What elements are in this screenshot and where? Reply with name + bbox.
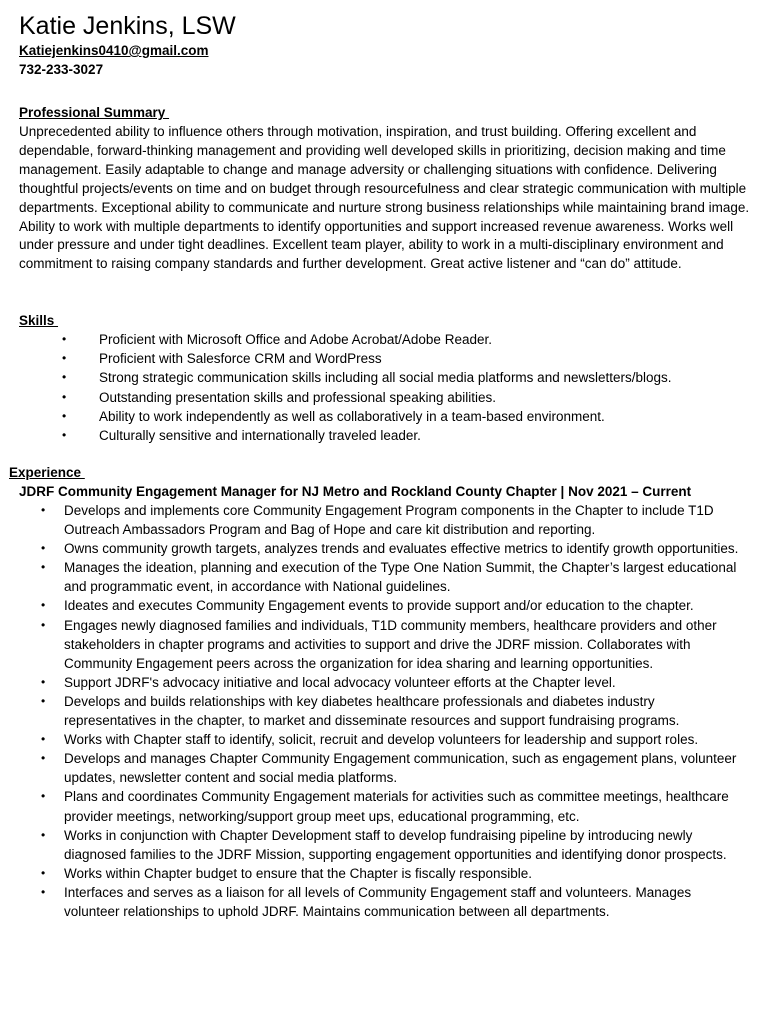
skill-text: Proficient with Salesforce CRM and WordPress [99,351,382,367]
list-item [19,539,749,558]
candidate-name: Katie Jenkins, LSW [19,12,236,40]
bullet-icon: • [41,541,46,556]
summary-text: Unprecedented ability to influence others through motivation, inspiration, and trust building. Offering excellent and dependable, forward-thinking management and providing well developed skills in prioritizing, decision making and time management. Easily adaptable to change and manage adversity or challenging situations with confidence. Delivering thoughtful projects/events on time and on budget through resourcefulness and clear strategic communication with multiple departments. Exceptional ability to communicate and nurture strong business relationships while maintaining brand image. Ability to work with multiple departments to identify opportunities and support increased revenue awareness. Works well under pressure and under tight deadlines. Excellent team player, ability to work in a multi-disciplinary environment and commitment to raising company standards and further development. Great active listener and “can do” attitude. [19,124,750,272]
bullet-icon: • [41,827,46,842]
bullet-icon: • [41,674,46,689]
list-item [19,787,749,825]
bullet-icon: • [41,751,46,766]
skills-list [19,330,739,445]
list-item [19,616,749,673]
list-item [19,883,749,921]
bullet-icon: • [62,332,67,346]
bullet-icon: • [62,351,67,366]
list-item [19,730,749,749]
list-item [19,826,749,864]
skills-heading: Skills [19,313,59,328]
bullet-icon: • [62,408,67,423]
list-item [19,692,749,730]
skill-text: Culturally sensitive and internationally traveled leader. [99,428,421,444]
bullet-icon: • [41,503,46,517]
skill-text: Proficient with Microsoft Office and Adobe Acrobat/Adobe Reader. [99,332,492,347]
duty-text: Ideates and executes Community Engagement events to provide support and/or education to the chapter. [64,598,694,614]
duty-text: Develops and builds relationships with key diabetes healthcare professionals and diabetes industry representatives in the chapter, to market and disseminate resources and support fundraising programs. [64,693,680,729]
bullet-icon: • [62,370,67,385]
duty-text: Manages the ideation, planning and execution of the Type One Nation Summit, the Chapter’s largest educational and programmatic event, in accordance with National guidelines. [64,560,737,595]
skill-text: Outstanding presentation skills and professional speaking abilities. [99,389,496,405]
duty-text: Engages newly diagnosed families and individuals, T1D community members, healthcare providers and other stakeholders in chapter programs and activities to support and drive the JDRF mission. Collaborates with Community Engagement peers across the organization for idea sharing and learning opportunities. [64,617,717,671]
skill-text: Strong strategic communication skills including all social media platforms and newsletters/blogs. [99,370,672,386]
list-item [19,426,739,445]
list-item [19,349,739,368]
bullet-icon: • [41,732,46,747]
duty-text: Owns community growth targets, analyzes trends and evaluates effective metrics to identify growth opportunities. [64,541,739,557]
email-address[interactable]: Katiejenkins0410@gmail.com [19,43,209,58]
duty-text: Plans and coordinates Community Engagement materials for activities such as committee meetings, healthcare provider meetings, networking/support group meet ups, educational programming, etc. [64,789,729,824]
duty-text: Interfaces and serves as a liaison for all levels of Community Engagement staff and volunteers. Manages volunteer relationships to uphold JDRF. Maintains communication between all departments. [64,884,692,919]
list-item [19,407,739,426]
list-item [19,596,749,615]
list-item [19,368,739,387]
job-title: JDRF Community Engagement Manager for NJ Metro and Rockland County Chapter | Nov 2021 – Current [19,484,692,499]
bullet-icon: • [62,428,67,443]
duty-text: Develops and manages Chapter Community Engagement communication, such as engagement plans, volunteer updates, newsletter content and social media platforms. [64,751,737,786]
bullet-icon: • [41,865,46,880]
summary-heading: Professional Summary [19,105,170,120]
list-item [19,388,739,407]
bullet-icon: • [41,884,46,899]
bullet-icon: • [41,598,46,613]
duty-text: Support JDRF's advocacy initiative and local advocacy volunteer efforts at the Chapter level. [64,674,616,690]
bullet-icon: • [41,617,46,632]
bullet-icon: • [41,693,46,708]
duty-text: Works in conjunction with Chapter Development staff to develop fundraising pipeline by introducing newly diagnosed families to the JDRF Mission, supporting engagement opportunities and identifying donor prospects. [64,827,727,862]
bullet-icon: • [62,389,67,404]
experience-heading: Experience [9,465,85,480]
list-item [19,330,739,349]
skill-text: Ability to work independently as well as collaboratively in a team-based environment. [99,408,605,424]
duty-text: Works within Chapter budget to ensure that the Chapter is fiscally responsible. [64,865,532,881]
list-item [19,501,749,539]
experience-list [19,501,749,921]
bullet-icon: • [41,789,46,804]
phone-number: 732-233-3027 [19,62,104,77]
duty-text: Develops and implements core Community Engagement Program components in the Chapter to include T1D Outreach Ambassadors Program and Bag of Hope and care kit distribution and reporting. [64,503,714,538]
list-item [19,749,749,787]
duty-text: Works with Chapter staff to identify, solicit, recruit and develop volunteers for leadership and support roles. [64,732,699,748]
list-item [19,673,749,692]
list-item [19,864,749,883]
list-item [19,558,749,596]
bullet-icon: • [41,560,46,575]
